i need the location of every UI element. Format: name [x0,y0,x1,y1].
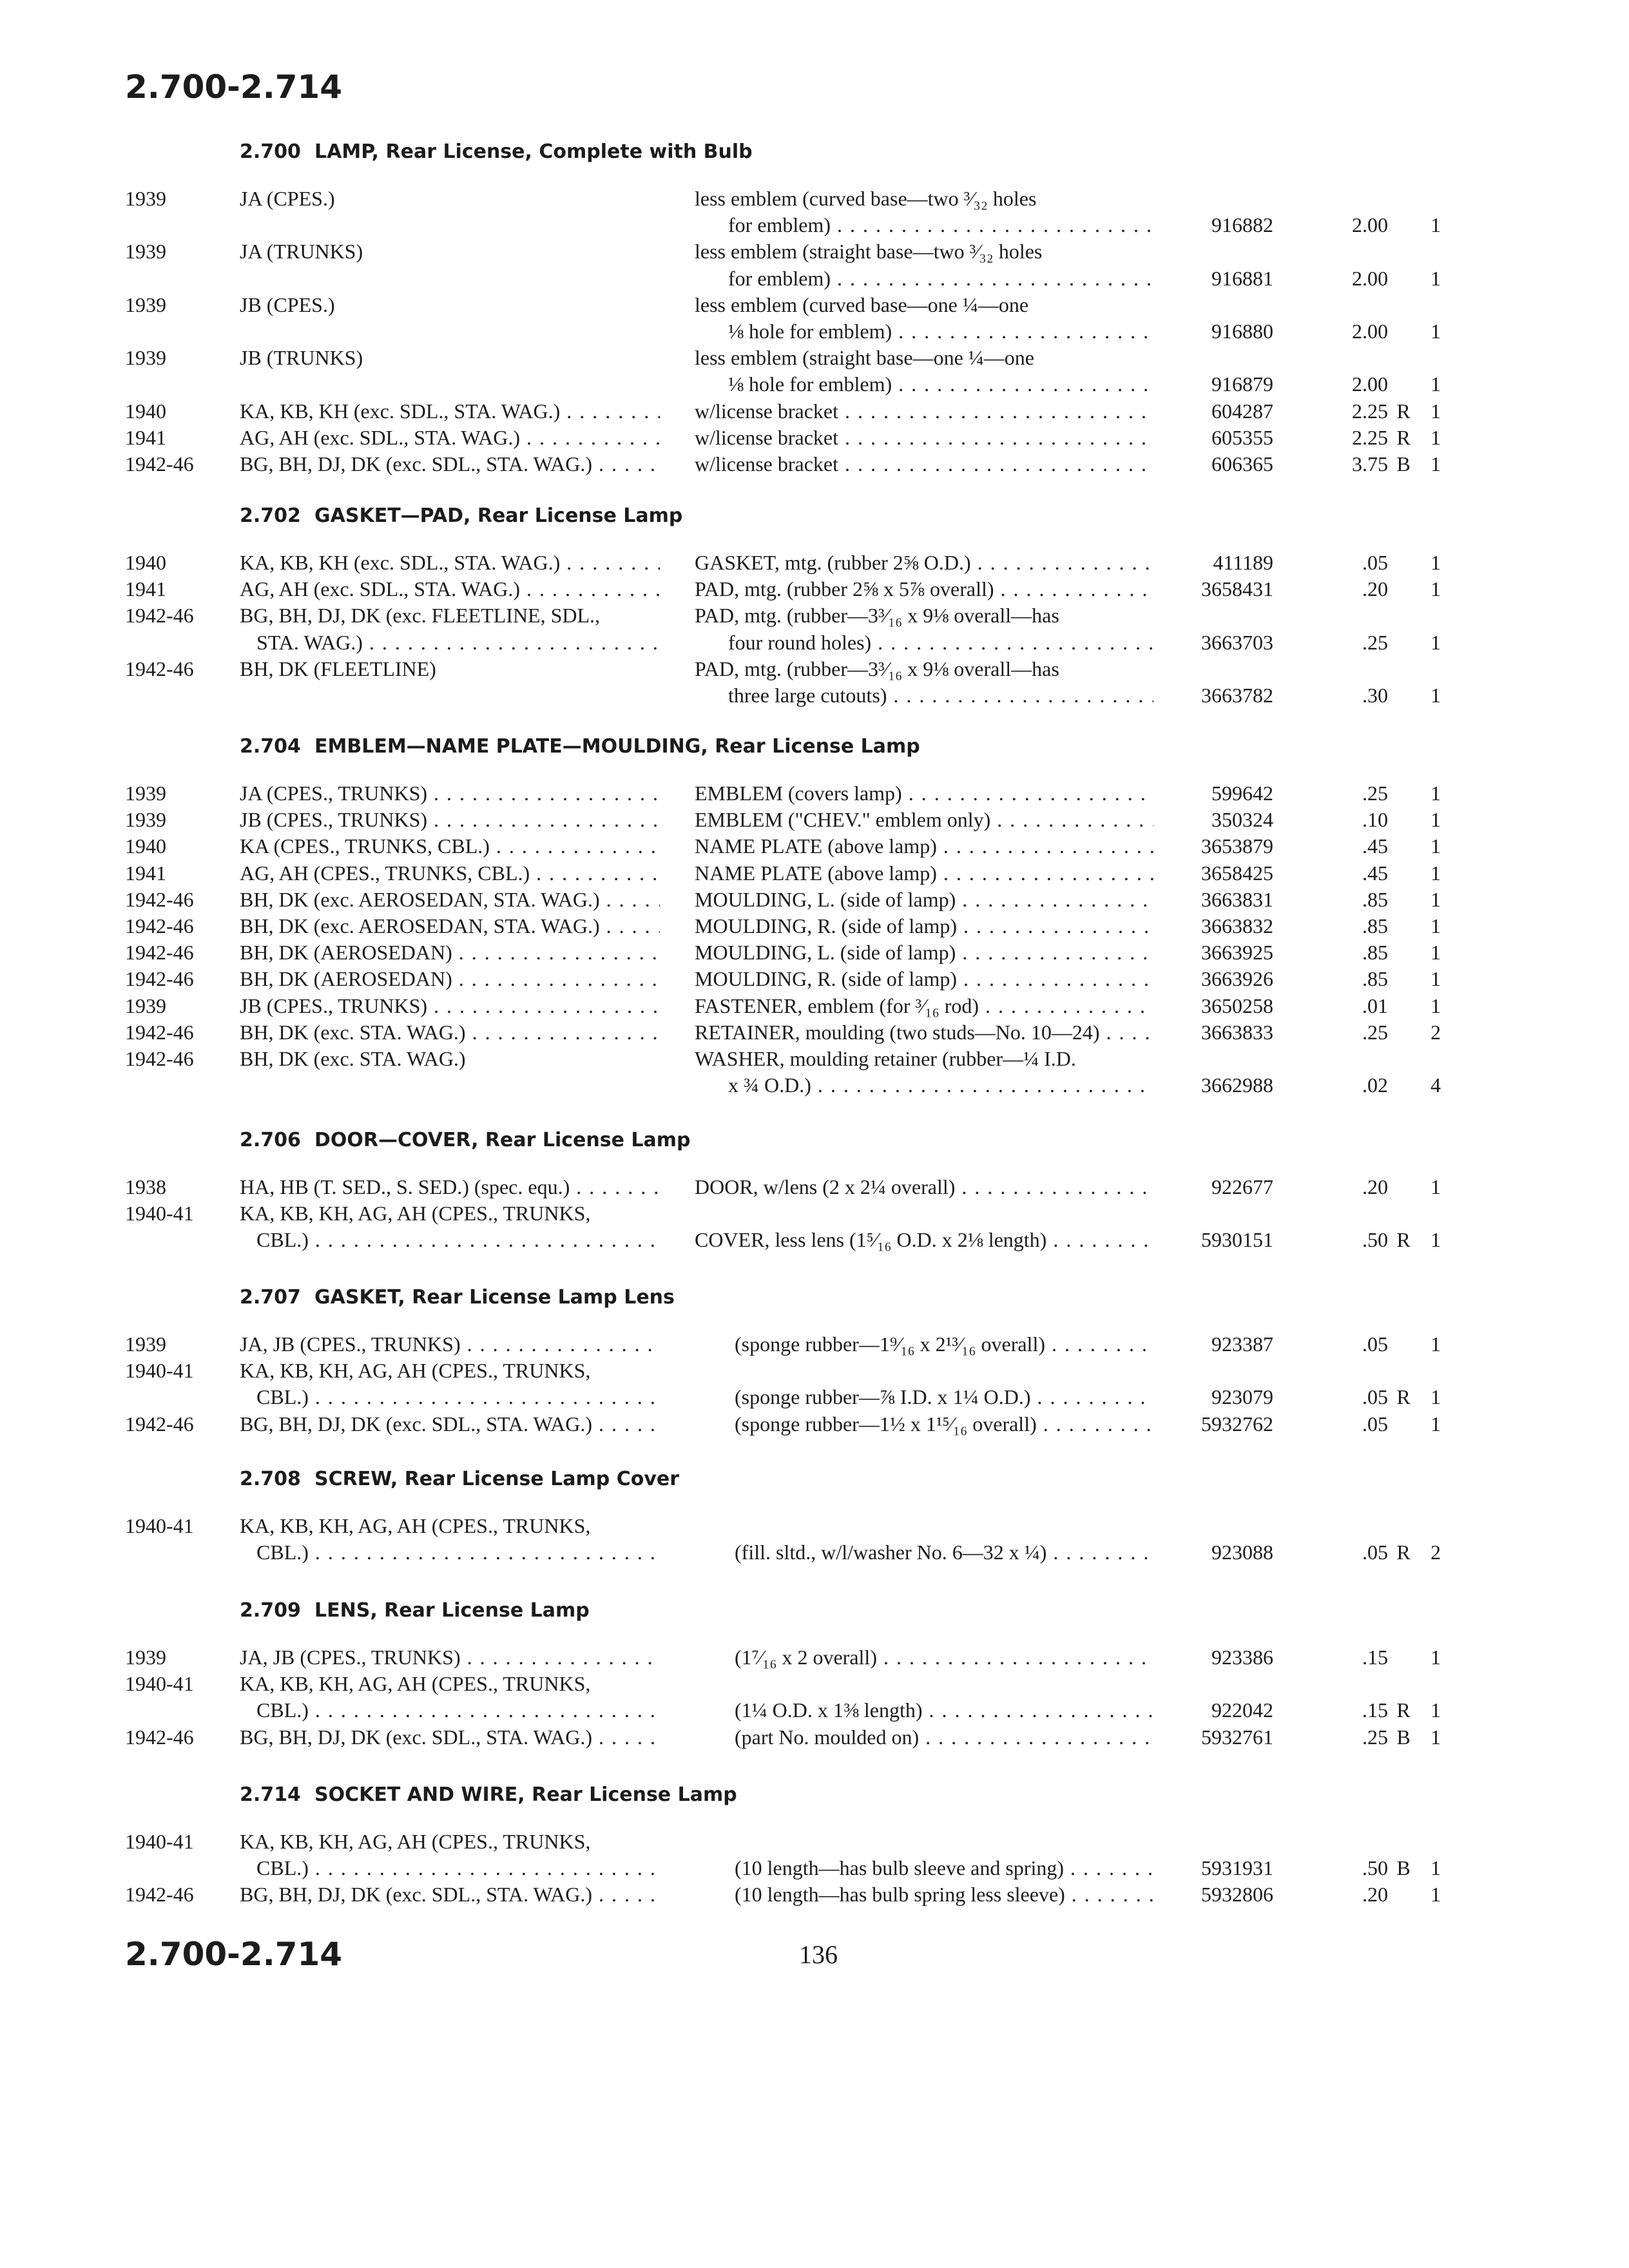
model-designation: JB (CPES.) [240,293,335,316]
model-designation: JA (CPES.) [240,187,335,210]
part-number: 922042 [1211,1698,1273,1722]
part-description: (10 length—has bulb sleeve and spring) . . . [735,1855,1153,1881]
quantity: 1 [1431,425,1441,449]
part-description: PAD, mtg. (rubber—3³⁄₁₆ x 9⅛ overall—has [695,657,1059,680]
model-designation: CBL.) . . . [256,1697,660,1723]
model-designation: BH, DK (exc. STA. WAG.) [240,1047,466,1070]
quantity: 1 [1431,213,1441,237]
part-description: (1¼ O.D. x 1⅜ length) . . . [735,1697,1153,1723]
section-title: LAMP, Rear License, Complete with Bulb [314,140,753,163]
part-number: 3658425 [1201,861,1273,885]
part-number: 5932762 [1201,1412,1273,1436]
quantity: 1 [1431,1175,1441,1198]
section-heading [240,140,753,163]
model-designation: BG, BH, DJ, DK (exc. SDL., STA. WAG.) . . . [240,1724,660,1750]
model-designation: CBL.) . . . [256,1384,660,1410]
part-description: w/license bracket . . . [695,425,1153,450]
model-year: 1940 [125,834,166,858]
model-year: 1941 [125,861,166,885]
part-number: 3663925 [1201,941,1273,965]
section-title: LENS, Rear License Lamp [314,1599,590,1622]
list-price: .05 [1362,1412,1388,1436]
model-year: 1939 [125,808,166,832]
list-price: .25 [1362,1020,1388,1044]
part-description: four round holes) . . . [728,629,1153,655]
section-title: SOCKET AND WIRE, Rear License Lamp [314,1783,737,1806]
page-number: 136 [799,1940,838,1969]
price-code: R [1396,1698,1411,1722]
part-number: 923088 [1211,1541,1273,1564]
section-title: GASKET, Rear License Lamp Lens [314,1286,675,1309]
quantity: 1 [1431,1412,1441,1436]
list-price: .30 [1362,684,1388,707]
part-description: MOULDING, L. (side of lamp) . . . [695,887,1153,912]
part-number: 5930151 [1201,1228,1273,1252]
part-description: (1⁷⁄₁₆ x 2 overall) . . . [735,1644,1153,1670]
section-number: 2.709 [240,1599,301,1622]
model-designation: KA, KB, KH, AG, AH (CPES., TRUNKS, [240,1514,591,1537]
quantity: 1 [1431,399,1441,423]
model-designation: BH, DK (FLEETLINE) [240,657,436,680]
model-year: 1939 [125,994,166,1017]
part-number: 923387 [1211,1332,1273,1356]
model-year: 1940 [125,399,166,423]
part-description: EMBLEM ("CHEV." emblem only) . . . [695,807,1153,832]
section-number: 2.714 [240,1783,301,1806]
model-designation: KA (CPES., TRUNKS, CBL.) . . . [240,833,660,859]
list-price: .20 [1362,577,1388,601]
quantity: 1 [1431,372,1441,396]
model-year: 1940-41 [125,1202,194,1225]
list-price: 2.25 [1352,399,1388,423]
quantity: 1 [1431,808,1441,832]
model-year: 1942-46 [125,1020,194,1044]
model-year: 1942-46 [125,1883,194,1907]
part-description: (sponge rubber—⅞ I.D. x 1¼ O.D.) . . . [735,1384,1153,1410]
list-price: .02 [1362,1073,1388,1097]
model-designation: KA, KB, KH, AG, AH (CPES., TRUNKS, [240,1672,591,1696]
model-year: 1939 [125,187,166,210]
part-number: 3663833 [1201,1020,1273,1044]
part-number: 916880 [1211,320,1273,343]
list-price: .15 [1362,1698,1388,1722]
quantity: 1 [1431,994,1441,1017]
model-designation: JB (TRUNKS) [240,346,363,370]
part-description: NAME PLATE (above lamp) . . . [695,833,1153,859]
section-number: 2.707 [240,1286,301,1309]
section-heading [240,1286,675,1309]
list-price: 2.00 [1352,213,1388,237]
price-code: R [1396,1385,1411,1409]
part-description: ⅛ hole for emblem) . . . [728,371,1153,397]
list-price: .05 [1362,1385,1388,1409]
section-heading [240,1783,737,1806]
quantity: 1 [1431,861,1441,885]
model-designation: KA, KB, KH, AG, AH (CPES., TRUNKS, [240,1359,591,1383]
part-number: 923386 [1211,1646,1273,1669]
list-price: 2.25 [1352,425,1388,449]
price-code: B [1396,1856,1411,1880]
model-year: 1942-46 [125,887,194,911]
model-designation: BG, BH, DJ, DK (exc. SDL., STA. WAG.) . . . [240,451,660,477]
part-number: 350324 [1211,808,1273,832]
quantity: 4 [1431,1073,1441,1097]
price-code: R [1396,399,1411,423]
list-price: 2.00 [1352,320,1388,343]
part-description: w/license bracket . . . [695,451,1153,477]
model-year: 1942-46 [125,657,194,680]
page-range-footer: 2.700-2.714 [125,1936,343,1973]
price-code: B [1396,1725,1411,1749]
list-price: 3.75 [1352,452,1388,476]
list-price: .85 [1362,941,1388,965]
part-description: (10 length—has bulb spring less sleeve) . . . [735,1881,1153,1907]
part-description: PAD, mtg. (rubber—3³⁄₁₆ x 9⅛ overall—has [695,604,1059,628]
model-designation: AG, AH (exc. SDL., STA. WAG.) . . . [240,576,660,602]
quantity: 2 [1431,1541,1441,1564]
model-designation: BG, BH, DJ, DK (exc. FLEETLINE, SDL., [240,604,601,628]
model-designation: CBL.) . . . [256,1539,660,1565]
part-description: three large cutouts) . . . [728,682,1153,708]
quantity: 1 [1431,1228,1441,1252]
model-year: 1939 [125,782,166,805]
part-description: less emblem (straight base—one ¼—one [695,346,1034,370]
list-price: .45 [1362,834,1388,858]
part-number: 5932806 [1201,1883,1273,1907]
model-designation: BH, DK (exc. AEROSEDAN, STA. WAG.) . . . [240,887,660,912]
part-description: MOULDING, L. (side of lamp) . . . [695,939,1153,965]
quantity: 1 [1431,1646,1441,1669]
part-description: MOULDING, R. (side of lamp) . . . [695,966,1153,992]
model-year: 1942-46 [125,914,194,937]
model-designation: KA, KB, KH, AG, AH (CPES., TRUNKS, [240,1830,591,1853]
part-number: 5931931 [1201,1856,1273,1880]
list-price: .05 [1362,1332,1388,1356]
model-designation: JB (CPES., TRUNKS) . . . [240,993,660,1019]
model-designation: JB (CPES., TRUNKS) . . . [240,807,660,832]
model-year: 1939 [125,240,166,264]
part-number: 916879 [1211,372,1273,396]
part-description: EMBLEM (covers lamp) . . . [695,780,1153,806]
model-year: 1942-46 [125,941,194,965]
model-designation: BH, DK (AEROSEDAN) . . . [240,939,660,965]
quantity: 1 [1431,630,1441,654]
model-year: 1940-41 [125,1830,194,1853]
quantity: 1 [1431,914,1441,937]
part-number: 5932761 [1201,1725,1273,1749]
model-designation: JA, JB (CPES., TRUNKS) . . . [240,1331,660,1357]
quantity: 1 [1431,1883,1441,1907]
quantity: 1 [1431,941,1441,965]
part-description: MOULDING, R. (side of lamp) . . . [695,913,1153,939]
quantity: 1 [1431,1698,1441,1722]
quantity: 2 [1431,1020,1441,1044]
quantity: 1 [1431,684,1441,707]
part-number: 3663832 [1201,914,1273,937]
section-number: 2.706 [240,1129,301,1151]
part-description: less emblem (curved base—two ³⁄₃₂ holes [695,187,1037,210]
model-designation: CBL.) . . . [256,1227,660,1253]
model-designation: HA, HB (T. SED., S. SED.) (spec. equ.) . . . [240,1174,660,1200]
model-year: 1942-46 [125,452,194,476]
list-price: .85 [1362,967,1388,991]
quantity: 1 [1431,887,1441,911]
quantity: 1 [1431,1332,1441,1356]
model-designation: AG, AH (exc. SDL., STA. WAG.) . . . [240,425,660,450]
part-number: 916882 [1211,213,1273,237]
part-description: PAD, mtg. (rubber 2⅝ x 5⅞ overall) . . . [695,576,1153,602]
section-heading [240,735,920,758]
part-number: 606365 [1211,452,1273,476]
part-description: for emblem) . . . [728,265,1153,291]
model-designation: KA, KB, KH (exc. SDL., STA. WAG.) . . . [240,550,660,575]
model-designation: BH, DK (exc. STA. WAG.) . . . [240,1019,660,1045]
model-year: 1941 [125,577,166,601]
part-description: WASHER, moulding retainer (rubber—¼ I.D. [695,1047,1076,1070]
section-heading [240,1468,679,1490]
quantity: 1 [1431,577,1441,601]
part-number: 3658431 [1201,577,1273,601]
part-number: 3663926 [1201,967,1273,991]
model-year: 1942-46 [125,967,194,991]
part-description: (sponge rubber—1½ x 1¹⁵⁄₁₆ overall) . . . [735,1411,1153,1437]
model-year: 1939 [125,293,166,316]
list-price: .25 [1362,782,1388,805]
section-title: SCREW, Rear License Lamp Cover [314,1468,680,1490]
model-year: 1939 [125,1332,166,1356]
list-price: .85 [1362,914,1388,937]
model-year: 1942-46 [125,604,194,628]
model-designation: BG, BH, DJ, DK (exc. SDL., STA. WAG.) . . . [240,1411,660,1437]
model-year: 1940 [125,551,166,574]
model-designation: JA, JB (CPES., TRUNKS) . . . [240,1644,660,1670]
list-price: .85 [1362,887,1388,911]
model-designation: STA. WAG.) . . . [256,629,660,655]
section-title: EMBLEM—NAME PLATE—MOULDING, Rear License Lamp [314,735,920,758]
part-number: 3663703 [1201,630,1273,654]
part-description: DOOR, w/lens (2 x 2¼ overall) . . . [695,1174,1153,1200]
section-number: 2.702 [240,505,301,527]
quantity: 1 [1431,320,1441,343]
list-price: .05 [1362,1541,1388,1564]
model-year: 1938 [125,1175,166,1198]
quantity: 1 [1431,266,1441,290]
part-number: 3662988 [1201,1073,1273,1097]
part-description: FASTENER, emblem (for ³⁄₁₆ rod) . . . [695,993,1153,1019]
model-designation: AG, AH (CPES., TRUNKS, CBL.) . . . [240,860,660,886]
model-year: 1940-41 [125,1514,194,1537]
model-designation: BH, DK (exc. AEROSEDAN, STA. WAG.) . . . [240,913,660,939]
price-code: B [1396,452,1411,476]
part-number: 3663782 [1201,684,1273,707]
section-title: DOOR—COVER, Rear License Lamp [314,1129,691,1151]
list-price: 2.00 [1352,266,1388,290]
section-title: GASKET—PAD, Rear License Lamp [314,505,683,527]
part-description: COVER, less lens (1⁵⁄₁₆ O.D. x 2⅛ length) . . . [695,1227,1153,1253]
model-year: 1942-46 [125,1412,194,1436]
model-year: 1941 [125,425,166,449]
model-designation: BH, DK (AEROSEDAN) . . . [240,966,660,992]
quantity: 1 [1431,1856,1441,1880]
quantity: 1 [1431,452,1441,476]
section-number: 2.700 [240,140,301,163]
model-designation: CBL.) . . . [256,1855,660,1881]
list-price: .01 [1362,994,1388,1017]
part-description: less emblem (curved base—one ¼—one [695,293,1029,316]
part-description: (part No. moulded on) . . . [735,1724,1153,1750]
part-description: (fill. sltd., w/l/washer No. 6—32 x ¼) . . . [735,1539,1153,1565]
list-price: .15 [1362,1646,1388,1669]
section-heading [240,505,682,527]
list-price: .10 [1362,808,1388,832]
quantity: 1 [1431,834,1441,858]
list-price: .50 [1362,1228,1388,1252]
model-year: 1939 [125,346,166,370]
page-range-header: 2.700-2.714 [125,68,343,106]
quantity: 1 [1431,782,1441,805]
part-description: less emblem (straight base—two ³⁄₃₂ holes [695,240,1043,264]
part-number: 604287 [1211,399,1273,423]
quantity: 1 [1431,1385,1441,1409]
list-price: .05 [1362,551,1388,574]
model-designation: KA, KB, KH, AG, AH (CPES., TRUNKS, [240,1202,591,1225]
price-code: R [1396,1228,1411,1252]
list-price: .20 [1362,1883,1388,1907]
part-number: 411189 [1213,551,1273,574]
model-year: 1942-46 [125,1725,194,1749]
part-number: 923079 [1211,1385,1273,1409]
section-heading [240,1599,590,1622]
model-designation: JA (CPES., TRUNKS) . . . [240,780,660,806]
price-code: R [1396,425,1411,449]
section-number: 2.708 [240,1468,301,1490]
quantity: 1 [1431,967,1441,991]
part-description: ⅛ hole for emblem) . . . [728,318,1153,344]
part-number: 3653879 [1201,834,1273,858]
part-description: (sponge rubber—1⁹⁄₁₆ x 2¹³⁄₁₆ overall) . . . [735,1331,1153,1357]
list-price: .50 [1362,1856,1388,1880]
part-description: x ¾ O.D.) . . . [728,1072,1153,1098]
part-description: RETAINER, moulding (two studs—No. 10—24) . . . [695,1019,1153,1045]
quantity: 1 [1431,1725,1441,1749]
model-designation: BG, BH, DJ, DK (exc. SDL., STA. WAG.) . . . [240,1881,660,1907]
model-designation: JA (TRUNKS) [240,240,363,264]
model-year: 1940-41 [125,1359,194,1383]
list-price: .45 [1362,861,1388,885]
part-description: NAME PLATE (above lamp) . . . [695,860,1153,886]
part-number: 605355 [1211,425,1273,449]
list-price: .25 [1362,1725,1388,1749]
part-number: 3663831 [1201,887,1273,911]
part-description: for emblem) . . . [728,212,1153,238]
price-code: R [1396,1541,1411,1564]
model-year: 1940-41 [125,1672,194,1696]
section-number: 2.704 [240,735,301,758]
list-price: .20 [1362,1175,1388,1198]
part-description: GASKET, mtg. (rubber 2⅝ O.D.) . . . [695,550,1153,575]
model-designation: KA, KB, KH (exc. SDL., STA. WAG.) . . . [240,398,660,424]
model-year: 1939 [125,1646,166,1669]
model-year: 1942-46 [125,1047,194,1070]
part-number: 922677 [1211,1175,1273,1198]
part-number: 916881 [1211,266,1273,290]
part-number: 599642 [1211,782,1273,805]
list-price: 2.00 [1352,372,1388,396]
list-price: .25 [1362,630,1388,654]
part-number: 3650258 [1201,994,1273,1017]
quantity: 1 [1431,551,1441,574]
section-heading [240,1129,691,1151]
part-description: w/license bracket . . . [695,398,1153,424]
